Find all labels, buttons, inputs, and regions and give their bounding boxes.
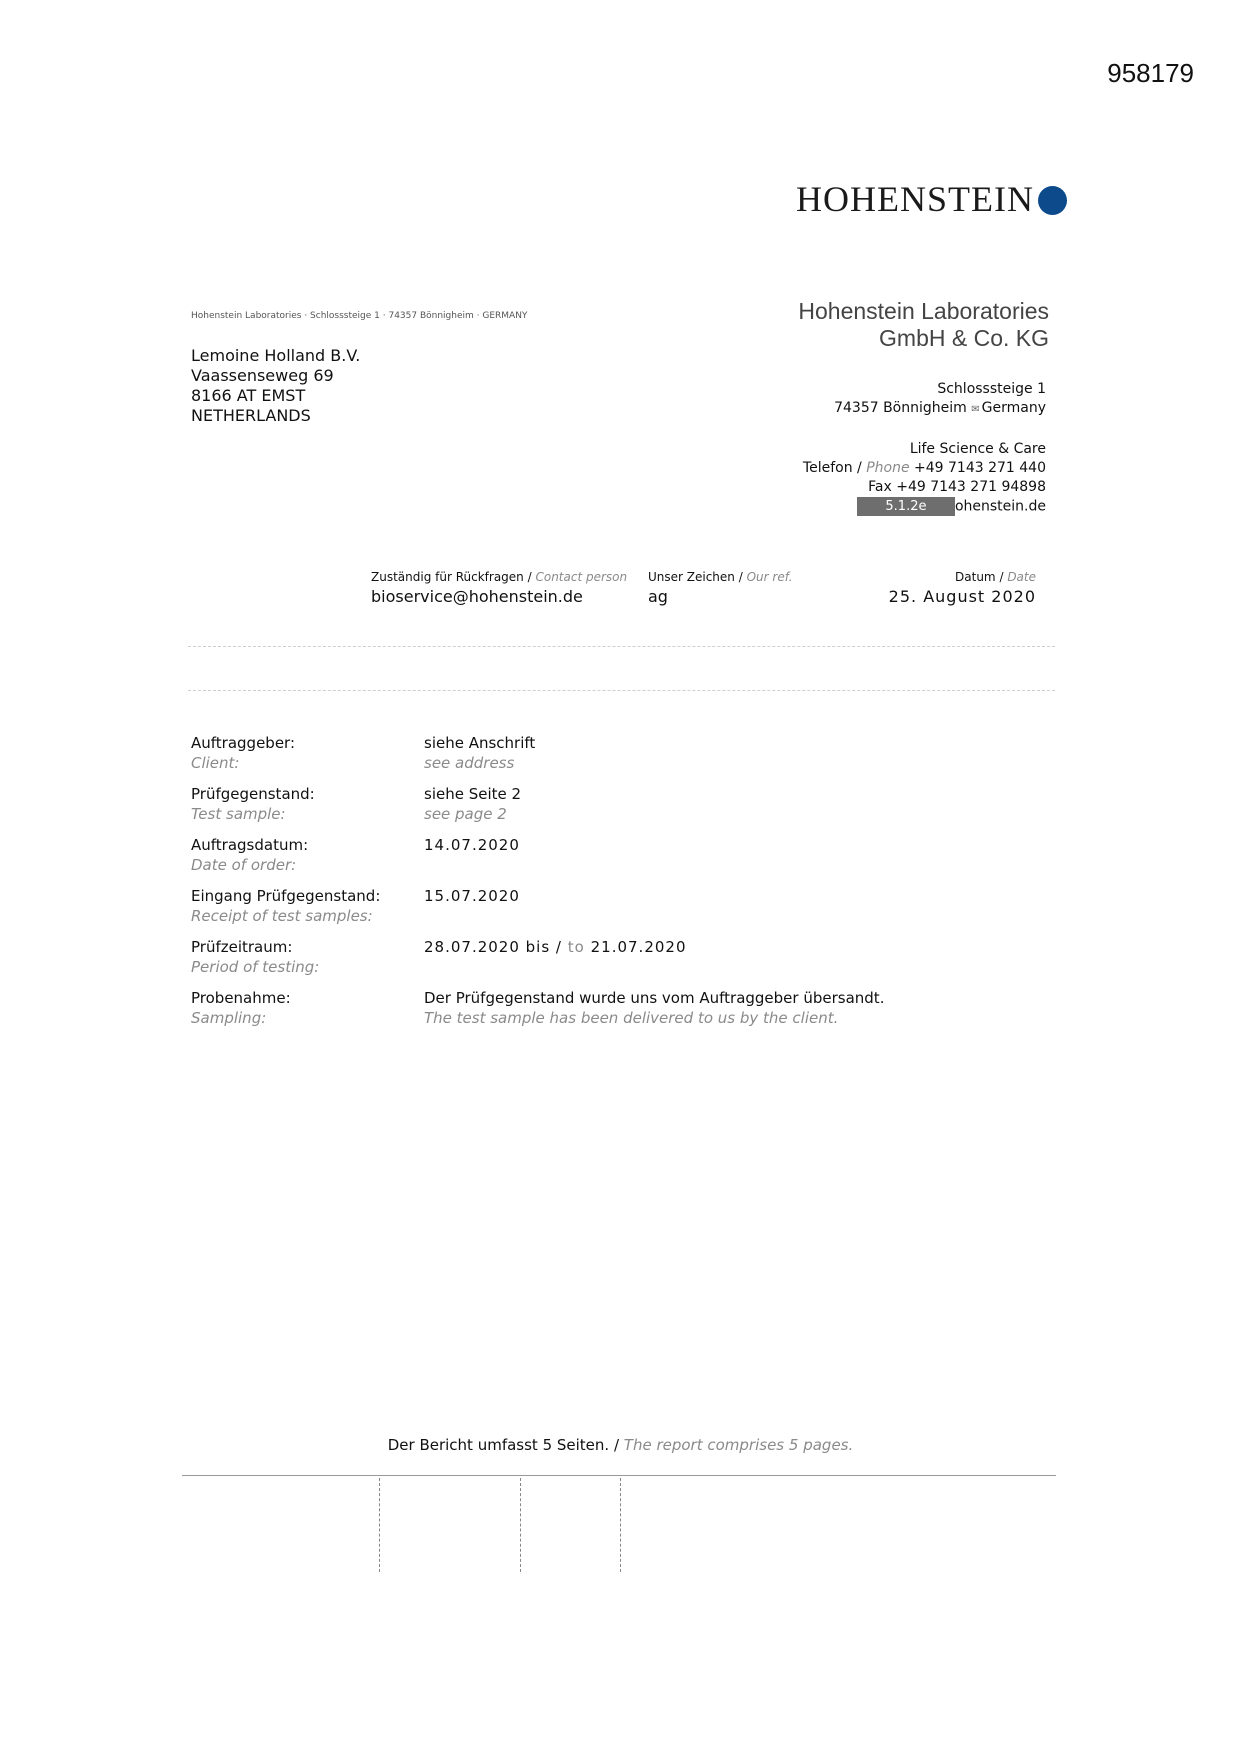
test-sample-value-en: see page 2 — [424, 805, 507, 823]
reference-label-en: Our ref. — [746, 570, 793, 584]
reference-label-de: Unser Zeichen / — [648, 570, 743, 584]
footer-column-divider — [379, 1478, 380, 1572]
test-sample-label-en: Test sample: — [191, 805, 286, 823]
testing-period-start: 28.07.2020 bis / — [424, 938, 562, 956]
sampling-label — [191, 988, 291, 1028]
footer-column-divider — [620, 1478, 621, 1572]
page-count-de: Der Bericht umfasst 5 Seiten. / — [387, 1436, 620, 1454]
company-address — [834, 380, 1046, 419]
reference-block — [648, 570, 793, 606]
phone-label-en: Phone — [866, 460, 910, 476]
test-sample-label — [191, 784, 315, 824]
divider-2 — [188, 690, 1055, 691]
test-sample-label-de: Prüfgegenstand: — [191, 785, 315, 803]
test-sample-value-de: siehe Seite 2 — [424, 785, 522, 803]
sender-line: Hohenstein Laboratories · Schlosssteige 1 · 74357 Bönnigheim · GERMANY — [191, 311, 528, 321]
receipt-value — [424, 886, 520, 906]
order-date-value-de: 14.07.2020 — [424, 836, 520, 854]
sampling-label-de: Probenahme: — [191, 989, 291, 1007]
department: Life Science & Care — [909, 441, 1046, 457]
sampling-value-de: Der Prüfgegenstand wurde uns vom Auftraggeber übersandt. — [424, 989, 885, 1007]
client-value-de: siehe Anschrift — [424, 734, 536, 752]
recipient-address — [191, 346, 360, 426]
page-count-note — [0, 1436, 1241, 1454]
sampling-value-en: The test sample has been delivered to us by the client. — [424, 1009, 839, 1027]
reference-label — [648, 570, 793, 584]
reference-value: ag — [648, 587, 668, 606]
email-line — [803, 497, 1046, 517]
date-value: 25. August 2020 — [888, 587, 1036, 606]
receipt-label-en: Receipt of test samples: — [191, 907, 373, 925]
recipient-line-3: 8166 AT EMST — [191, 386, 306, 405]
date-label-en: Date — [1007, 570, 1036, 584]
order-date-label-en: Date of order: — [191, 856, 297, 874]
testing-period-value-de — [424, 937, 687, 957]
recipient-line-2: Vaassenseweg 69 — [191, 366, 334, 385]
hohenstein-logo — [796, 178, 1067, 220]
test-sample-value — [424, 784, 521, 824]
page-count-en: The report comprises 5 pages. — [623, 1436, 854, 1454]
fax-line: Fax +49 7143 271 94898 — [868, 479, 1046, 495]
footer-rule — [182, 1475, 1056, 1476]
recipient-line-4: NETHERLANDS — [191, 406, 311, 425]
company-country: Germany — [981, 400, 1046, 416]
client-value — [424, 733, 535, 773]
date-block — [889, 570, 1036, 606]
client-label — [191, 733, 295, 773]
testing-period-label-en: Period of testing: — [191, 958, 320, 976]
client-value-en: see address — [424, 754, 515, 772]
order-date-label-de: Auftragsdatum: — [191, 836, 309, 854]
company-line-1: Hohenstein Laboratories — [798, 298, 1049, 324]
divider-1 — [188, 646, 1055, 647]
phone-label-de: Telefon / — [802, 460, 862, 476]
contact-person-block — [371, 570, 627, 606]
redaction-box: 5.1.2e — [857, 497, 955, 516]
client-label-en: Client: — [191, 754, 240, 772]
company-street: Schlosssteige 1 — [937, 381, 1046, 397]
company-name — [798, 298, 1049, 352]
contact-label — [371, 570, 627, 584]
company-contact — [803, 440, 1046, 517]
contact-email: bioservice@hohenstein.de — [371, 587, 583, 606]
contact-label-de: Zuständig für Rückfragen / — [371, 570, 532, 584]
logo-text: HOHENSTEIN — [796, 179, 1034, 219]
testing-period-label — [191, 937, 319, 977]
sampling-value — [424, 988, 884, 1028]
testing-period-value — [424, 937, 687, 957]
testing-period-label-de: Prüfzeitraum: — [191, 938, 293, 956]
receipt-label — [191, 886, 380, 926]
company-line-2: GmbH & Co. KG — [879, 325, 1049, 351]
receipt-label-de: Eingang Prüfgegenstand: — [191, 887, 381, 905]
document-number: 958179 — [1107, 58, 1194, 88]
date-label-de: Datum / — [955, 570, 1004, 584]
testing-period-end: 21.07.2020 — [590, 938, 687, 956]
sampling-label-en: Sampling: — [191, 1009, 267, 1027]
recipient-line-1: Lemoine Holland B.V. — [191, 346, 361, 365]
email-tail: ohenstein.de — [954, 498, 1046, 515]
order-date-label — [191, 835, 308, 875]
logo-dot-icon — [1038, 186, 1067, 215]
contact-label-en: Contact person — [535, 570, 628, 584]
date-label — [889, 570, 1036, 584]
phone-line — [803, 459, 1046, 478]
phone-number: +49 7143 271 440 — [914, 460, 1046, 476]
testing-period-to: to — [567, 938, 585, 956]
company-city-line — [834, 399, 1046, 419]
client-label-de: Auftraggeber: — [191, 734, 296, 752]
envelope-icon: ✉ — [971, 404, 980, 415]
company-city: 74357 Bönnigheim — [834, 400, 967, 416]
order-date-value — [424, 835, 520, 855]
footer-column-divider — [520, 1478, 521, 1572]
receipt-value-de: 15.07.2020 — [424, 887, 520, 905]
